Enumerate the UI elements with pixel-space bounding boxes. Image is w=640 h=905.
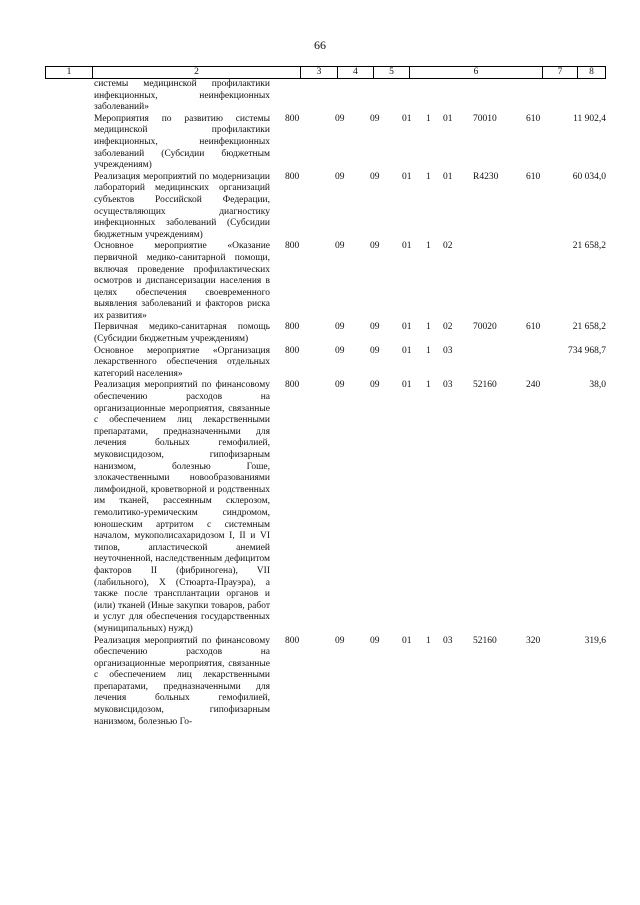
amount-cell: 60 034,0: [572, 171, 606, 182]
target-program-code-cell: 01: [402, 241, 412, 252]
header-col-1: 1: [46, 67, 93, 78]
admin-code-cell: 800: [285, 635, 300, 646]
header-col-8: 8: [578, 67, 606, 78]
target-direction-code-cell: R4230: [473, 171, 499, 182]
target-program-code-cell: 01: [402, 171, 412, 182]
target-program-code-cell: 01: [402, 380, 412, 391]
target-program-code-cell: 01: [402, 345, 412, 356]
table-row: [45, 172, 606, 242]
table-row: [45, 346, 606, 381]
row-description: Основное мероприятие «Оказание первичной медико-санитарной помощи, включая проведение профилактических осмотров и диспансеризации населения в целях обеспечения своевременного выявления заболеваний и факторов риска их развития»: [94, 241, 270, 321]
table-row: [45, 114, 606, 172]
target-program-code-cell: 01: [402, 322, 412, 333]
subsection-code-cell: 09: [370, 113, 380, 124]
amount-cell: 21 658,2: [572, 322, 606, 333]
header-col-3: 3: [301, 67, 338, 78]
row-description: Реализация мероприятий по финансовому обеспечению расходов на организационные мероприятия, связанные с обеспечением лиц лекарственными препаратами, предназначенными для лечения больных гемофилией, муковисцидозом, гипофизарным нанизмом, болезнью Го-: [94, 635, 270, 727]
target-subprogram-code-cell: 1: [426, 322, 431, 333]
target-event-code-cell: 02: [443, 241, 453, 252]
subsection-code-cell: 09: [370, 241, 380, 252]
target-program-code-cell: 01: [402, 635, 412, 646]
admin-code-cell: 800: [285, 241, 300, 252]
expense-type-cell: 240: [526, 380, 541, 391]
target-direction-code-cell: 52160: [473, 380, 497, 391]
target-event-code-cell: 03: [443, 380, 453, 391]
section-code-cell: 09: [335, 635, 345, 646]
target-direction-code-cell: 52160: [473, 635, 497, 646]
table-row: [45, 79, 606, 114]
expense-type-cell: 610: [526, 113, 541, 124]
target-direction-code-cell: 70020: [473, 322, 497, 333]
amount-cell: 38,0: [589, 380, 606, 391]
row-description: Мероприятия по развитию системы медицинской профилактики инфекционных, неинфекционных заболеваний (Субсидии бюджетным учреждениям): [94, 113, 270, 171]
admin-code-cell: 800: [285, 113, 300, 124]
section-code-cell: 09: [335, 380, 345, 391]
target-subprogram-code-cell: 1: [426, 380, 431, 391]
subsection-code-cell: 09: [370, 322, 380, 333]
subsection-code-cell: 09: [370, 345, 380, 356]
table-row: [45, 380, 606, 635]
target-subprogram-code-cell: 1: [426, 345, 431, 356]
table-row: [45, 636, 606, 729]
table-body: [45, 79, 606, 728]
expense-type-cell: 610: [526, 322, 541, 333]
target-event-code-cell: 03: [443, 635, 453, 646]
section-code-cell: 09: [335, 322, 345, 333]
table-row: [45, 322, 606, 345]
subsection-code-cell: 09: [370, 171, 380, 182]
target-subprogram-code-cell: 1: [426, 171, 431, 182]
header-col-5: 5: [374, 67, 410, 78]
row-description: Основное мероприятие «Организация лекарственного обеспечения отдельных категорий населения»: [94, 345, 270, 379]
page-number: 66: [314, 38, 326, 52]
row-description: Реализация мероприятий по модернизации лабораторий медицинских организаций субъектов Российской Федерации, осуществляющих диагностику инфекционных заболеваний (Субсидии бюджетным учреждениям): [94, 171, 270, 240]
row-description: Первичная медико-санитарная помощь (Субсидии бюджетным учреждениям): [94, 322, 270, 345]
amount-cell: 319,6: [584, 635, 606, 646]
section-code-cell: 09: [335, 171, 345, 182]
admin-code-cell: 800: [285, 322, 300, 333]
header-col-4: 4: [338, 67, 374, 78]
table-row: [45, 241, 606, 322]
target-subprogram-code-cell: 1: [426, 241, 431, 252]
row-description: системы медицинской профилактики инфекционных, неинфекционных заболеваний»: [94, 79, 270, 113]
target-direction-code-cell: 70010: [473, 113, 497, 124]
budget-table: [45, 66, 606, 728]
admin-code-cell: 800: [285, 345, 300, 356]
amount-cell: 11 902,4: [573, 113, 606, 124]
section-code-cell: 09: [335, 113, 345, 124]
header-col-6: 6: [410, 67, 543, 78]
target-event-code-cell: 01: [443, 171, 453, 182]
section-code-cell: 09: [335, 345, 345, 356]
section-code-cell: 09: [335, 241, 345, 252]
target-event-code-cell: 03: [443, 345, 453, 356]
target-subprogram-code-cell: 1: [426, 113, 431, 124]
admin-code-cell: 800: [285, 171, 300, 182]
expense-type-cell: 320: [526, 635, 541, 646]
table-header-row: [45, 66, 606, 79]
target-program-code-cell: 01: [402, 113, 412, 124]
target-event-code-cell: 02: [443, 322, 453, 333]
subsection-code-cell: 09: [370, 380, 380, 391]
target-subprogram-code-cell: 1: [426, 635, 431, 646]
amount-cell: 734 968,7: [568, 345, 606, 356]
admin-code-cell: 800: [285, 380, 300, 391]
header-col-2: 2: [93, 67, 301, 78]
amount-cell: 21 658,2: [572, 241, 606, 252]
subsection-code-cell: 09: [370, 635, 380, 646]
expense-type-cell: 610: [526, 171, 541, 182]
target-event-code-cell: 01: [443, 113, 453, 124]
header-col-7: 7: [543, 67, 578, 78]
row-description: Реализация мероприятий по финансовому обеспечению расходов на организационные мероприятия, связанные с обеспечением лиц лекарственными препаратами, предназначенными для лечения больных гемофилией, муковисцидозом, гипофизарным нанизмом, болезнью Гоше, злокачественными новообразованиями лимфоидной, кроветворной и родственных им тканей, рассеянным склерозом, гемолитико-уремическим синдромом, юношеским артритом с системным началом, мукополисахаридозом I, II и VI типов, апластической анемией неуточненной, наследственным дефицитом факторов II (фибриногена), VII (лабильного), X (Стюарта-Прауэра), а также после трансплантации органов и (или) тканей (Иные закупки товаров, работ и услуг для обеспечения государственных (муниципальных) нужд): [94, 380, 270, 634]
